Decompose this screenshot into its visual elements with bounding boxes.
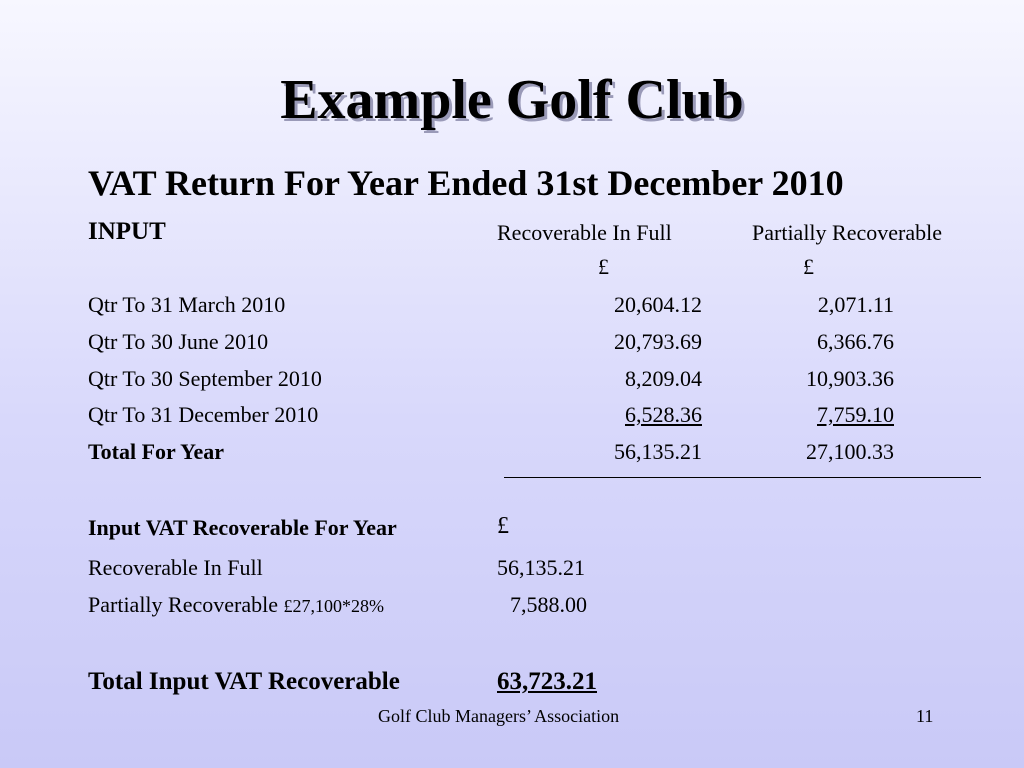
partially-recoverable-label: Partially Recoverable — [88, 592, 278, 617]
recoverable-section-label: Input VAT Recoverable For Year — [88, 515, 397, 540]
slide-number: 11 — [916, 706, 934, 726]
footer-organisation: Golf Club Managers’ Association — [378, 706, 620, 726]
row-partial-q3: 10,903.36 — [806, 366, 894, 391]
total-input-vat-value: 63,723.21 — [497, 668, 597, 695]
col2-currency-symbol: £ — [803, 254, 814, 279]
total-for-year-full: 56,135.21 — [614, 439, 702, 464]
divider-line — [504, 477, 981, 478]
col1-currency-symbol: £ — [598, 254, 609, 279]
row-full-q3: 8,209.04 — [625, 366, 702, 391]
recoverable-full-label: Recoverable In Full — [88, 555, 263, 580]
row-full-q4: 6,528.36 — [625, 402, 702, 427]
partially-recoverable-row — [88, 592, 384, 618]
row-full-q1: 20,604.12 — [614, 292, 702, 317]
row-label-q4: Qtr To 31 December 2010 — [88, 402, 319, 427]
slide-subtitle: VAT Return For Year Ended 31st December 2010 — [88, 163, 844, 203]
row-partial-q1: 2,071.11 — [817, 292, 894, 317]
col-header-recoverable-full: Recoverable In Full — [497, 220, 672, 245]
total-for-year-partial: 27,100.33 — [806, 439, 894, 464]
row-label-q3: Qtr To 30 September 2010 — [88, 366, 322, 391]
row-label-q2: Qtr To 30 June 2010 — [88, 329, 269, 354]
input-label: INPUT — [88, 218, 166, 245]
partially-recoverable-value: 7,588.00 — [510, 592, 587, 617]
total-for-year-label: Total For Year — [88, 439, 225, 464]
row-partial-q4: 7,759.10 — [817, 402, 894, 427]
col-header-partially-recoverable: Partially Recoverable — [752, 220, 942, 245]
recoverable-currency-symbol: £ — [497, 513, 509, 539]
row-partial-q2: 6,366.76 — [817, 329, 894, 354]
partially-recoverable-note: £27,100*28% — [283, 596, 384, 616]
total-input-vat-label: Total Input VAT Recoverable — [88, 668, 400, 695]
row-label-q1: Qtr To 31 March 2010 — [88, 292, 286, 317]
row-full-q2: 20,793.69 — [614, 329, 702, 354]
slide-title: Example Golf Club — [280, 69, 744, 131]
recoverable-full-value: 56,135.21 — [497, 555, 585, 580]
